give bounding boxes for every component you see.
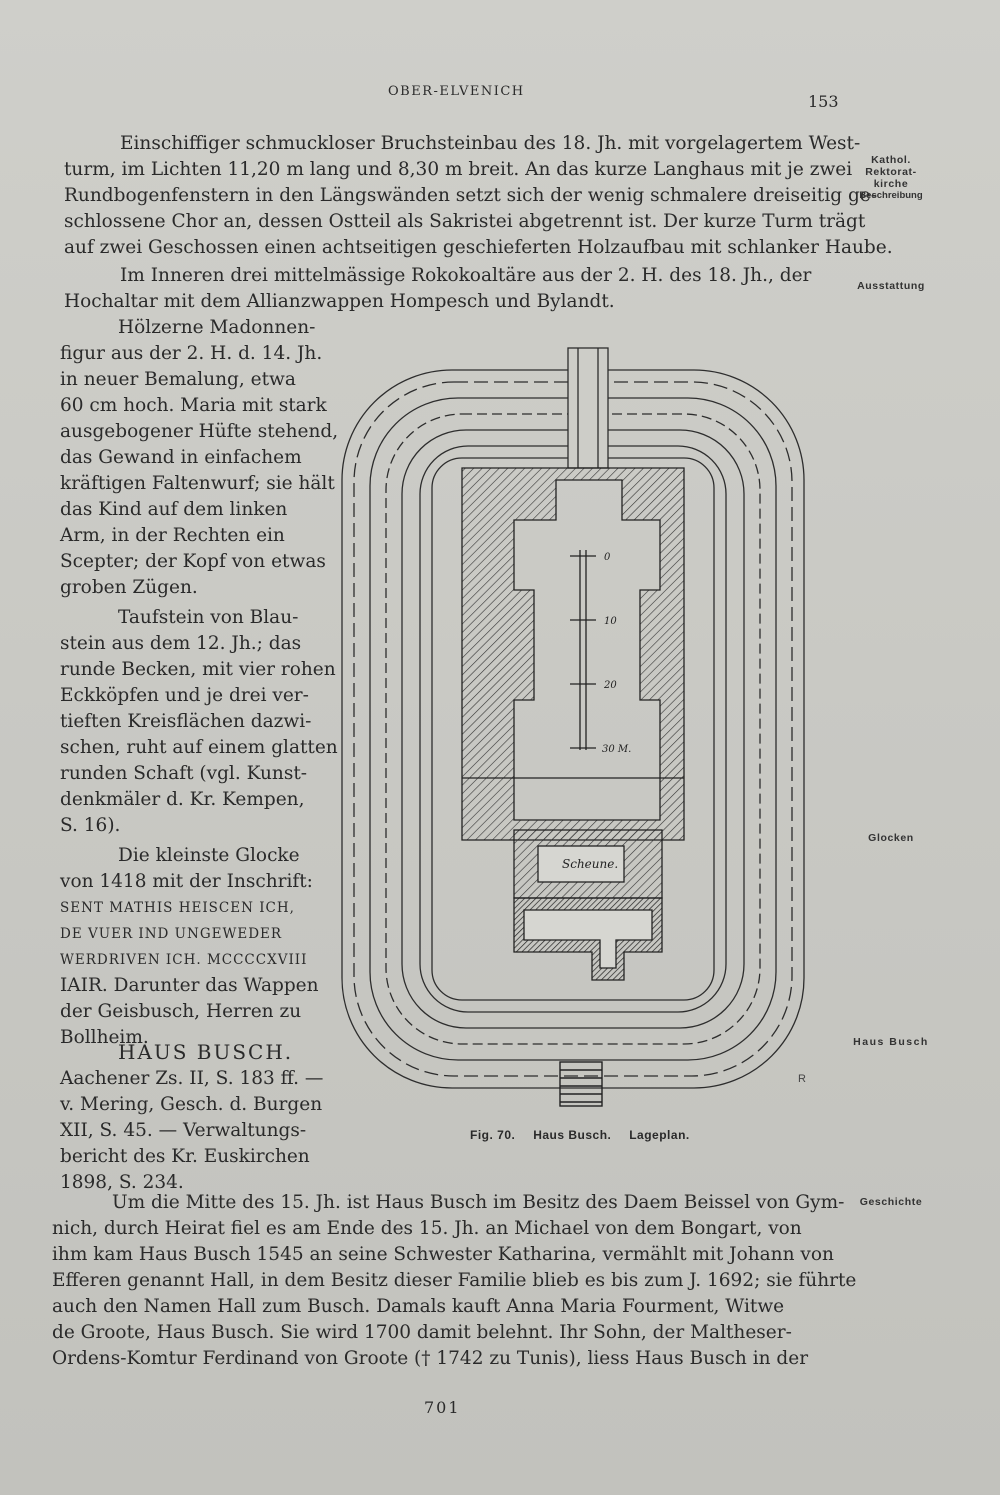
bell-inscription-line: WERDRIVEN ICH. MCCCCXVIII [60,952,308,968]
building-label: Scheune. [562,857,619,871]
left-column-text [60,315,339,1051]
caption-subtitle: Lageplan. [629,1128,690,1142]
text-line: schlossene Chor an, dessen Ostteil als Sakristei abgetrennt ist. Der kurze Turm trägt [64,211,866,232]
text-line: Rundbogenfenstern in den Längswänden setzt sich der wenig schmalere dreiseitig ge- [64,185,878,206]
text-line: auch den Namen Hall zum Busch. Damals kauft Anna Maria Fourment, Witwe [52,1296,785,1317]
text-line: bericht des Kr. Euskirchen [60,1146,310,1167]
text-line: figur aus der 2. H. d. 14. Jh. [60,343,323,364]
figure-caption [470,1128,704,1142]
text-line: das Gewand in einfachem [60,447,302,468]
text-line: 60 cm hoch. Maria mit stark [60,395,327,416]
text-line: tieften Kreisflächen dazwi- [60,711,312,732]
margin-note-haus-busch: Haus Busch [853,1036,929,1048]
text-line: Bollheim. [60,1027,149,1048]
text-line: groben Zügen. [60,577,198,598]
text-line: runden Schaft (vgl. Kunst- [60,763,308,784]
text-line: Um die Mitte des 15. Jh. ist Haus Busch im Besitz des Daem Beissel von Gym- [112,1192,845,1213]
text-line: Im Inneren drei mittelmässige Rokokoaltäre aus der 2. H. des 18. Jh., der [120,265,812,286]
text-line: runde Becken, mit vier rohen [60,659,336,680]
site-plan-figure [330,340,850,1110]
moat-ring-3 [370,398,776,1060]
section-title: HAUS BUSCH. [118,1040,294,1064]
margin-text: Beschreibung [859,190,923,201]
text-line: in neuer Bemalung, etwa [60,369,296,390]
text-line: Taufstein von Blau- [118,607,299,628]
text-line: Hölzerne Madonnen- [118,317,316,338]
margin-text: Kathol. [871,154,911,166]
margin-note-glocken: Glocken [868,832,914,844]
text-line: turm, im Lichten 11,20 m lang und 8,30 m breit. An das kurze Langhaus mit je zwei [64,159,853,180]
margin-note-geschichte: Geschichte [859,1196,923,1208]
text-line: Aachener Zs. II, S. 183 ff. — [60,1068,324,1089]
sheet-number: 701 [424,1398,461,1417]
text-line: von 1418 mit der Inschrift: [60,871,313,892]
caption-title: Haus Busch. [533,1128,612,1142]
text-line: Hochaltar mit dem Allianzwappen Hompesch und Bylandt. [64,291,615,312]
text-line: S. 16). [60,815,121,836]
margin-text: kirche [873,178,909,190]
bell-inscription-line: DE VUER IND UNGEWEDER [60,926,283,942]
text-line: kräftigen Faltenwurf; sie hält [60,473,335,494]
text-line: Efferen genannt Hall, in dem Besitz dieser Familie blieb es bis zum J. 1692; sie führte [52,1270,857,1291]
south-bridge [560,1062,602,1106]
text-line: das Kind auf dem linken [60,499,288,520]
text-line: auf zwei Geschossen einen achtseitigen geschieferten Holzaufbau mit schlanker Haube. [64,237,893,258]
text-line: der Geisbusch, Herren zu [60,1001,302,1022]
scale-label-30: 30 M. [602,744,632,755]
text-line: 1898, S. 234. [60,1172,184,1193]
text-line: Arm, in der Rechten ein [60,525,285,546]
text-line: ausgebogener Hüfte stehend, [60,421,339,442]
text-line: IAIR. Darunter das Wappen [60,975,319,996]
text-line: Eckköpfen und je drei ver- [60,685,309,706]
corner-mark: R [798,1073,806,1085]
text-line: de Groote, Haus Busch. Sie wird 1700 damit belehnt. Ihr Sohn, der Maltheser- [52,1322,792,1343]
north-bridge [568,348,608,468]
text-line: v. Mering, Gesch. d. Burgen [60,1094,323,1115]
literature-references [60,1066,324,1196]
text-line: denkmäler d. Kr. Kempen, [60,789,305,810]
castle-walls [462,468,684,980]
text-line: Die kleinste Glocke [118,845,300,866]
margin-note-church [846,154,936,202]
text-line: Scepter; der Kopf von etwas [60,551,326,572]
scale-label-10: 10 [604,616,617,627]
text-line: XII, S. 45. — Verwaltungs- [60,1120,307,1141]
page-number: 153 [808,92,839,111]
text-line: schen, ruht auf einem glatten [60,737,338,758]
margin-text: Rektorat- [865,166,917,178]
scale-label-20: 20 [604,680,617,691]
interior-paragraph [64,263,834,315]
history-paragraph [52,1190,857,1372]
running-title: OBER-ELVENICH [388,84,525,99]
text-line: stein aus dem 12. Jh.; das [60,633,302,654]
text-line: Einschiffiger schmuckloser Bruchsteinbau des 18. Jh. mit vorgelagertem West- [120,133,861,154]
bell-inscription-line: SENT MATHIS HEISCEN ICH, [60,900,295,916]
text-line: Ordens-Komtur Ferdinand von Groote († 1742 zu Tunis), liess Haus Busch in der [52,1348,809,1369]
caption-number: Fig. 70. [470,1128,516,1142]
scale-bar [570,550,596,750]
text-line: nich, durch Heirat fiel es am Ende des 15. Jh. an Michael von dem Bongart, von [52,1218,802,1239]
scale-label-0: 0 [604,552,611,563]
text-line: ihm kam Haus Busch 1545 an seine Schwester Katharina, vermählt mit Johann von [52,1244,834,1265]
margin-note-ausstattung: Ausstattung [857,280,925,292]
